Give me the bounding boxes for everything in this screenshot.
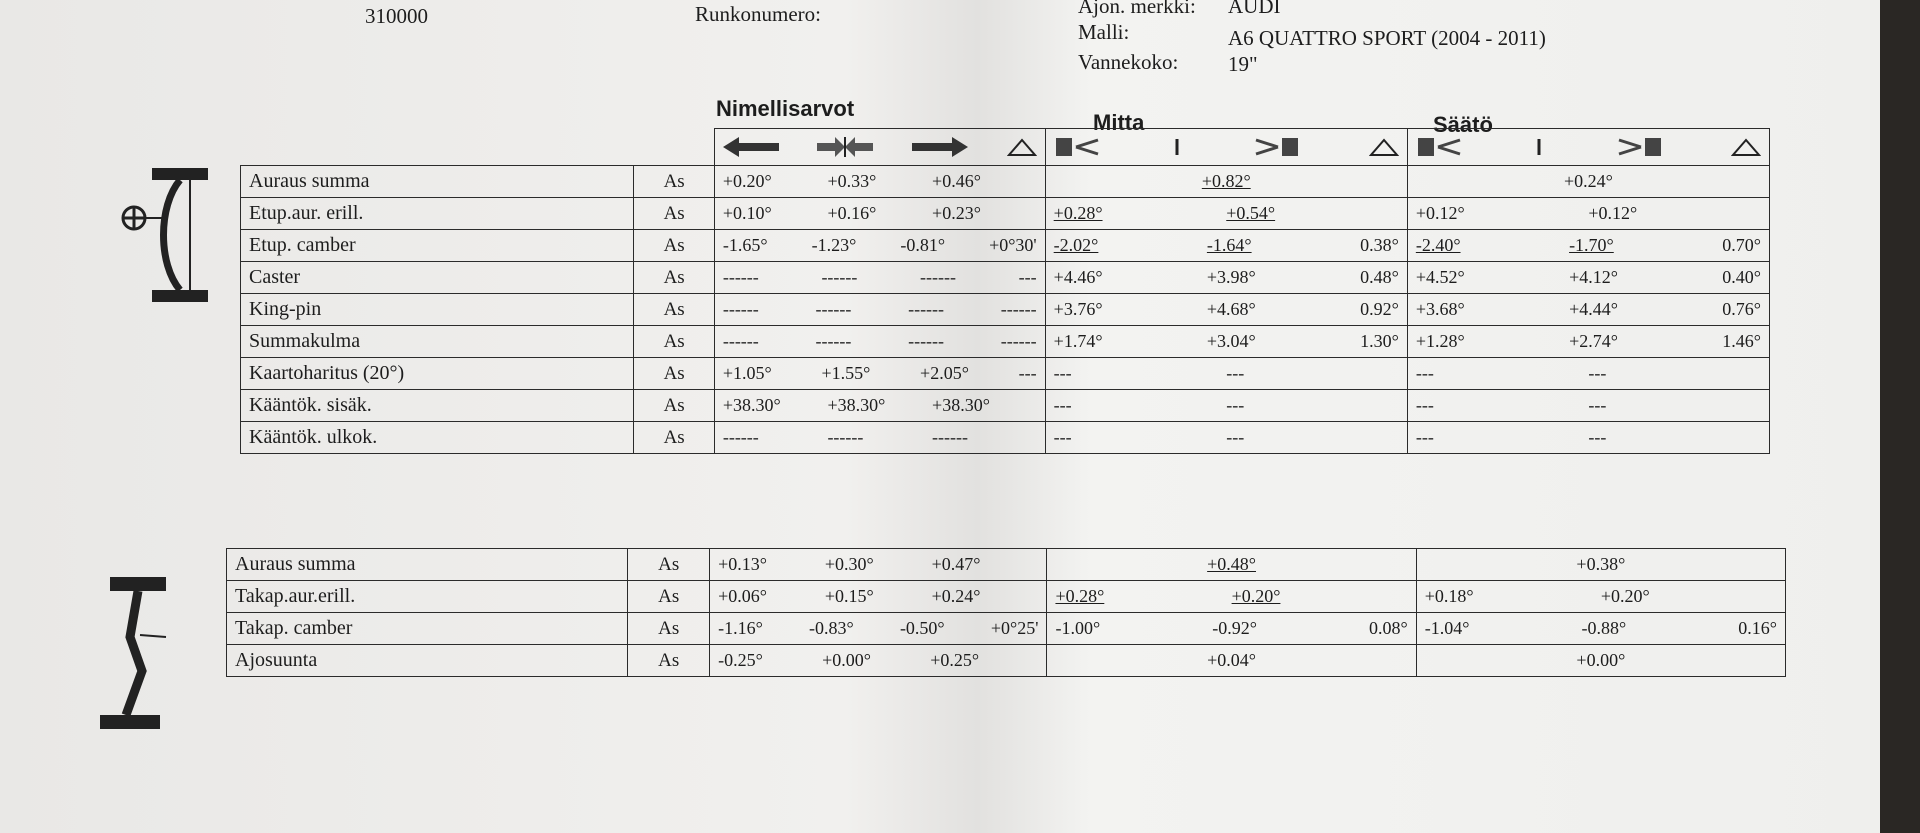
adjusted-values-cell — [1407, 358, 1769, 390]
row-label: Kääntök. ulkok. — [241, 422, 634, 454]
row-as-code: As — [634, 166, 714, 198]
row-as-code: As — [634, 422, 714, 454]
measured-values-cell — [1047, 549, 1416, 581]
adjusted-total: +0.38° — [1576, 554, 1626, 574]
triangle-icon — [1731, 137, 1761, 157]
nominal-value: ------ — [815, 299, 852, 319]
nominal-value: +38.30° — [722, 395, 781, 415]
adjusted-value: +2.74° — [1569, 331, 1618, 351]
table-row — [241, 262, 1770, 294]
adjusted-value: -1.04° — [1424, 618, 1470, 638]
adjusted-value: 0.70° — [1722, 235, 1761, 255]
measured-values-cell — [1045, 390, 1407, 422]
nominal-value: ------ — [827, 427, 864, 447]
adjusted-value: --- — [1588, 427, 1607, 447]
adjusted-value: 1.46° — [1722, 331, 1761, 351]
measured-value: 1.30° — [1360, 331, 1399, 351]
nominal-icons-cell — [714, 129, 1045, 166]
measured-value: --- — [1053, 363, 1072, 383]
adjusted-total: +0.00° — [1576, 650, 1626, 670]
measured-values-cell — [1045, 166, 1407, 198]
measured-value: +3.76° — [1053, 299, 1103, 319]
adjusted-values-cell — [1416, 613, 1785, 645]
nominal-value: +38.30° — [932, 395, 990, 415]
model-value: A6 QUATTRO SPORT (2004 - 2011) — [1228, 26, 1546, 50]
measured-values-cell — [1045, 198, 1407, 230]
rear-rows — [227, 549, 1786, 677]
table-row — [241, 390, 1770, 422]
row-label: Etup.aur. erill. — [241, 198, 634, 230]
nominal-value: -0.25° — [718, 650, 763, 670]
adjusted-values-cell — [1407, 262, 1769, 294]
measured-value: +3.04° — [1206, 331, 1256, 351]
nominal-value: +1.05° — [722, 363, 772, 383]
adjusted-total: +0.24° — [1563, 171, 1613, 191]
measured-values-cell — [1047, 581, 1416, 613]
row-as-code: As — [628, 613, 710, 645]
measured-total: +0.82° — [1201, 171, 1251, 191]
measured-value: --- — [1226, 363, 1245, 383]
nominal-value: -1.23° — [811, 235, 857, 255]
wheel-left-icon — [1416, 136, 1466, 158]
adjusted-value: --- — [1588, 395, 1607, 415]
adjusted-icons-cell — [1407, 129, 1769, 166]
nominal-values-cell — [714, 230, 1045, 262]
adjusted-value: 0.40° — [1722, 267, 1761, 287]
measured-value: 0.38° — [1360, 235, 1399, 255]
nominal-values-cell — [714, 422, 1045, 454]
nominal-value: ------ — [920, 267, 957, 287]
nominal-values-cell — [714, 294, 1045, 326]
nominal-values-cell — [710, 645, 1047, 677]
nominal-values-cell — [714, 262, 1045, 294]
adjusted-value: +1.28° — [1415, 331, 1465, 351]
nominal-values-cell — [714, 198, 1045, 230]
nominal-value: ------ — [908, 331, 945, 351]
front-rows — [241, 166, 1770, 454]
row-as-code: As — [628, 549, 710, 581]
arrow-left-icon — [723, 137, 779, 157]
nominal-value: ------ — [932, 427, 969, 447]
model-label: Malli: — [1078, 20, 1130, 44]
table-row — [241, 326, 1770, 358]
row-label: Takap. camber — [227, 613, 628, 645]
arrow-right-icon — [912, 137, 968, 157]
nominal-value: +0°30' — [989, 235, 1037, 255]
adjusted-value: +0.12° — [1588, 203, 1638, 223]
row-label: Ajosuunta — [227, 645, 628, 677]
nominal-value: +0.10° — [722, 203, 772, 223]
measured-icons-cell — [1045, 129, 1407, 166]
table-row — [227, 613, 1786, 645]
measured-value: +1.74° — [1053, 331, 1103, 351]
wheel-left-icon — [1054, 136, 1104, 158]
measured-value: --- — [1053, 427, 1072, 447]
table-row — [241, 422, 1770, 454]
measured-total: +0.48° — [1207, 554, 1256, 574]
adjusted-value: --- — [1415, 363, 1434, 383]
nominal-value: +0.30° — [824, 554, 874, 574]
nominal-value: +0.23° — [932, 203, 981, 223]
measured-value: --- — [1226, 427, 1245, 447]
row-label: Caster — [241, 262, 634, 294]
table-row — [227, 549, 1786, 581]
measured-value: +0.28° — [1055, 586, 1105, 606]
front-axle-icon — [118, 166, 218, 306]
nominal-values-cell — [714, 390, 1045, 422]
wheel-right-icon — [1613, 136, 1663, 158]
nominal-value: ------ — [722, 299, 759, 319]
table-row — [241, 198, 1770, 230]
nominal-value: +0.15° — [824, 586, 874, 606]
adjusted-value: +4.44° — [1569, 299, 1618, 319]
row-as-code: As — [634, 390, 714, 422]
adjusted-value: +4.52° — [1415, 267, 1465, 287]
adjusted-values-cell — [1416, 645, 1785, 677]
table-row — [227, 581, 1786, 613]
measured-total: +0.04° — [1207, 650, 1256, 670]
row-label: Etup. camber — [241, 230, 634, 262]
icon-header-row — [241, 129, 1770, 166]
measured-value: +4.46° — [1053, 267, 1103, 287]
table-row — [241, 230, 1770, 262]
measured-value: -1.64° — [1206, 235, 1252, 255]
row-label: Kaartoharitus (20°) — [241, 358, 634, 390]
adjusted-values-cell — [1407, 166, 1769, 198]
nominal-value: +0.25° — [930, 650, 980, 670]
vin-label: Runkonumero: — [695, 2, 821, 26]
adjusted-value: +4.12° — [1569, 267, 1618, 287]
row-label: Auraus summa — [241, 166, 634, 198]
measured-value: --- — [1226, 395, 1245, 415]
adjusted-values-cell — [1407, 230, 1769, 262]
arrows-converging-icon — [817, 137, 873, 157]
nominal-values-cell — [714, 166, 1045, 198]
wheel-size-label: Vannekoko: — [1078, 50, 1179, 74]
nominal-value: -0.50° — [899, 618, 945, 638]
adjusted-values-cell — [1407, 326, 1769, 358]
measured-values-cell — [1047, 613, 1416, 645]
adjusted-values-cell — [1416, 549, 1785, 581]
nominal-value: ------ — [722, 267, 759, 287]
nominal-value: ------ — [821, 267, 858, 287]
measured-values-cell — [1045, 358, 1407, 390]
table-row — [241, 294, 1770, 326]
row-as-code: As — [628, 645, 710, 677]
measured-value: 0.92° — [1360, 299, 1399, 319]
row-as-code: As — [634, 326, 714, 358]
adjusted-values-cell — [1416, 581, 1785, 613]
section-measured-title: Mitta — [1093, 110, 1145, 135]
nominal-value: +0.33° — [827, 171, 877, 191]
nominal-value: ------ — [908, 299, 945, 319]
section-nominal-title: Nimellisarvot — [716, 96, 855, 121]
measured-value: --- — [1053, 395, 1072, 415]
nominal-value: -1.65° — [722, 235, 768, 255]
nominal-value: -0.81° — [900, 235, 946, 255]
measured-value: -0.92° — [1212, 618, 1257, 638]
row-label: Summakulma — [241, 326, 634, 358]
measured-values-cell — [1045, 422, 1407, 454]
nominal-values-cell — [714, 358, 1045, 390]
nominal-value: +1.55° — [821, 363, 871, 383]
adjusted-value: +3.68° — [1415, 299, 1465, 319]
row-as-code: As — [634, 198, 714, 230]
measured-value: 0.08° — [1368, 618, 1408, 638]
measured-value: 0.48° — [1360, 267, 1399, 287]
adjusted-value: --- — [1588, 363, 1607, 383]
nominal-value: ------ — [722, 427, 759, 447]
adjusted-value: +0.20° — [1600, 586, 1650, 606]
measured-value: -2.02° — [1053, 235, 1099, 255]
nominal-value: --- — [1018, 363, 1037, 383]
triangle-icon — [1369, 137, 1399, 157]
bar-icon — [1172, 136, 1182, 158]
adjusted-values-cell — [1407, 422, 1769, 454]
adjusted-values-cell — [1407, 390, 1769, 422]
make-value: AUDI — [1228, 0, 1281, 18]
table-row — [241, 166, 1770, 198]
nominal-value: +2.05° — [920, 363, 969, 383]
row-as-code: As — [634, 358, 714, 390]
bar-icon — [1534, 136, 1544, 158]
nominal-value: +0.24° — [931, 586, 981, 606]
nominal-values-cell — [710, 613, 1047, 645]
measured-value: -1.00° — [1055, 618, 1101, 638]
odometer-value: 310000 — [365, 4, 428, 28]
measured-value: +0.54° — [1226, 203, 1276, 223]
row-label: King-pin — [241, 294, 634, 326]
row-as-code: As — [634, 230, 714, 262]
row-label: Kääntök. sisäk. — [241, 390, 634, 422]
nominal-value: ------ — [1000, 299, 1037, 319]
wheel-size-value: 19" — [1228, 52, 1258, 76]
measured-values-cell — [1045, 294, 1407, 326]
front-axle-table — [240, 128, 1770, 454]
row-as-code: As — [628, 581, 710, 613]
measured-value: +0.28° — [1053, 203, 1103, 223]
measured-values-cell — [1045, 326, 1407, 358]
nominal-value: +0.16° — [827, 203, 877, 223]
nominal-value: --- — [1018, 267, 1037, 287]
nominal-value: +0°25' — [990, 618, 1039, 638]
nominal-value: +0.47° — [931, 554, 981, 574]
nominal-values-cell — [710, 549, 1047, 581]
adjusted-value: -1.70° — [1569, 235, 1614, 255]
nominal-value: -1.16° — [718, 618, 763, 638]
adjusted-values-cell — [1407, 294, 1769, 326]
table-row — [227, 645, 1786, 677]
nominal-value: +0.20° — [722, 171, 772, 191]
adjusted-value: -0.88° — [1581, 618, 1627, 638]
measured-value: +4.68° — [1206, 299, 1256, 319]
adjusted-value: 0.16° — [1738, 618, 1777, 638]
wheel-right-icon — [1250, 136, 1300, 158]
measured-values-cell — [1045, 262, 1407, 294]
table-row — [241, 358, 1770, 390]
triangle-icon — [1007, 137, 1037, 157]
nominal-value: -0.83° — [809, 618, 854, 638]
measured-values-cell — [1047, 645, 1416, 677]
row-label: Auraus summa — [227, 549, 628, 581]
measured-value: +0.20° — [1231, 586, 1281, 606]
adjusted-value: --- — [1415, 395, 1434, 415]
nominal-value: +0.13° — [718, 554, 767, 574]
nominal-value: +0.46° — [932, 171, 981, 191]
nominal-value: ------ — [1000, 331, 1037, 351]
nominal-value: +38.30° — [827, 395, 886, 415]
nominal-value: +0.06° — [718, 586, 767, 606]
row-as-code: As — [634, 294, 714, 326]
make-label: Ajon. merkki: — [1078, 0, 1196, 18]
adjusted-value: +0.12° — [1415, 203, 1465, 223]
nominal-value: ------ — [722, 331, 759, 351]
nominal-values-cell — [710, 581, 1047, 613]
nominal-value: ------ — [815, 331, 852, 351]
row-label: Takap.aur.erill. — [227, 581, 628, 613]
adjusted-value: 0.76° — [1722, 299, 1761, 319]
adjusted-value: +0.18° — [1424, 586, 1474, 606]
rear-axle-icon — [96, 575, 176, 735]
measured-values-cell — [1045, 230, 1407, 262]
measured-value: +3.98° — [1206, 267, 1256, 287]
nominal-value: +0.00° — [822, 650, 871, 670]
adjusted-value: -2.40° — [1415, 235, 1461, 255]
nominal-values-cell — [714, 326, 1045, 358]
rear-axle-table — [226, 548, 1786, 677]
adjusted-values-cell — [1407, 198, 1769, 230]
adjusted-value: --- — [1415, 427, 1434, 447]
section-adjusted-title: Säätö — [1433, 112, 1493, 137]
row-as-code: As — [634, 262, 714, 294]
